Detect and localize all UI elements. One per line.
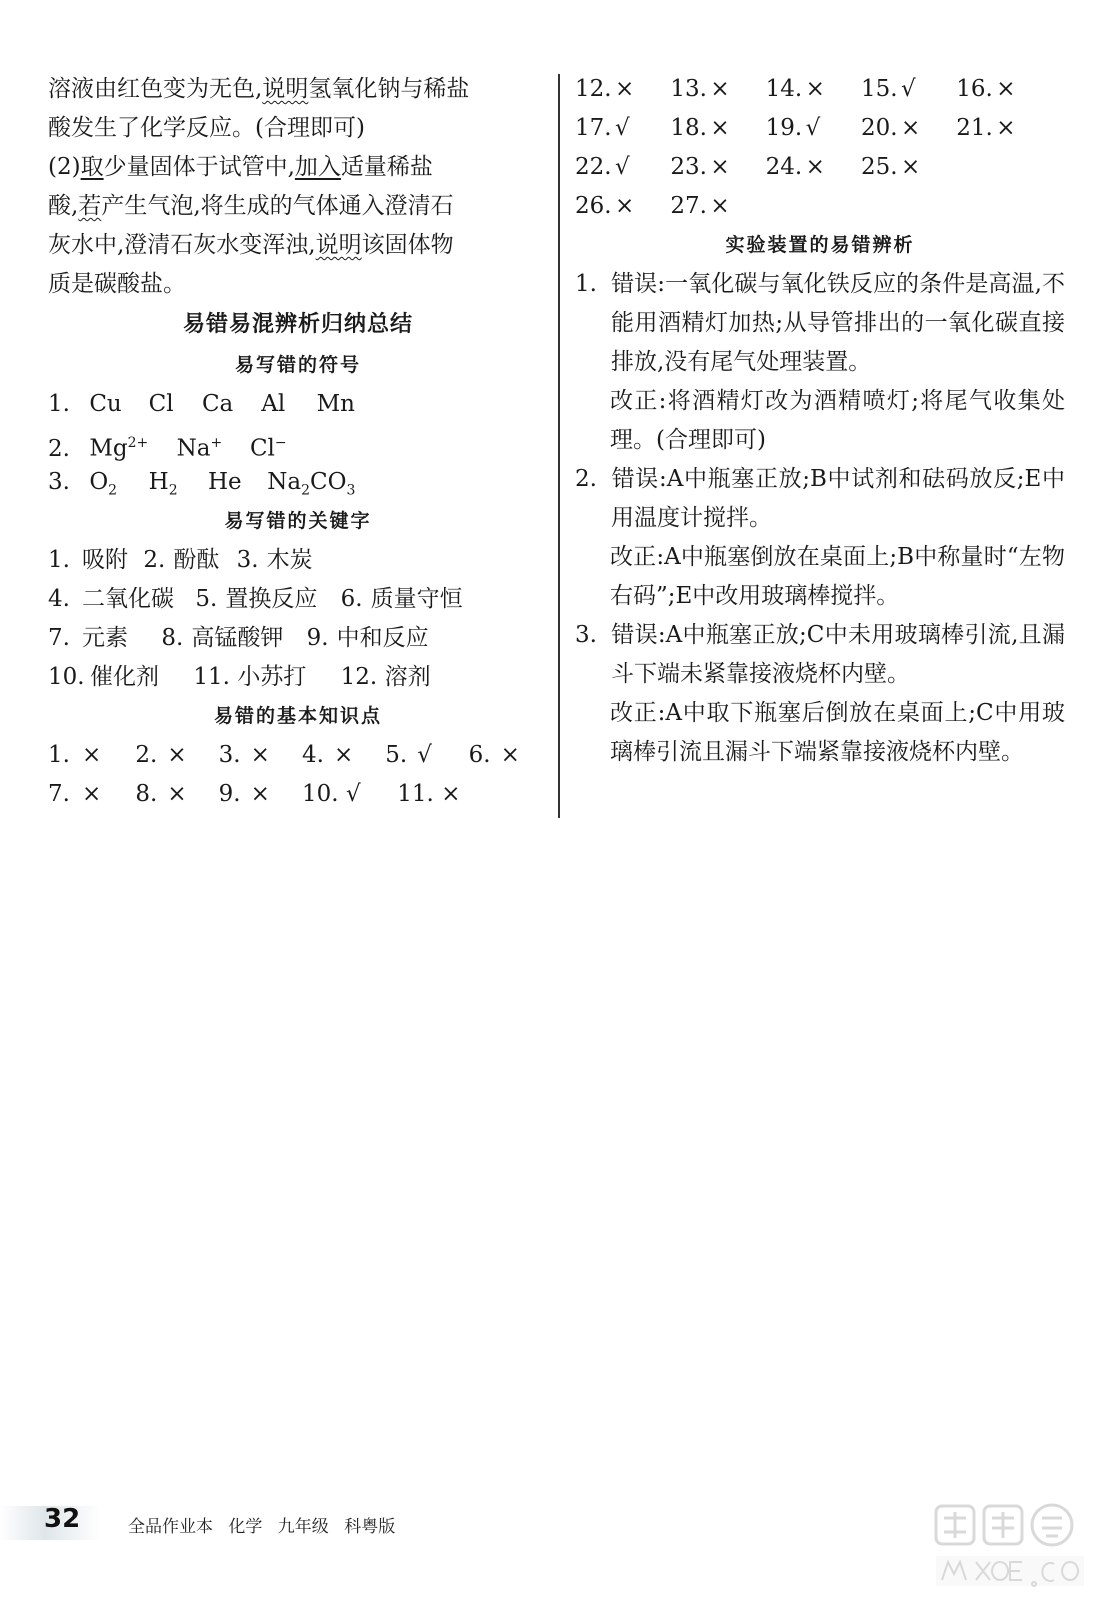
symbols-row-3 [48,463,548,502]
text-run: 溶液由红色变为无色, [48,76,263,102]
symbols-row-1 [48,385,548,424]
page-number: 32 [44,1504,81,1534]
answer-mark: × [710,193,730,219]
item-number: 9. [218,781,241,807]
item-number: 12. [340,664,378,690]
answer-mark: × [333,742,354,768]
answer-mark: × [805,76,825,102]
item-number: 16. [956,76,993,102]
answer-2-line-4 [48,265,548,304]
intro-line-1 [48,70,548,109]
keyword: 催化剂 [90,664,159,690]
item-number: 20. [860,115,898,141]
item-number: 4. [48,586,70,612]
item-number: 3. [236,547,259,573]
emphasis-underline: 取 [80,154,104,180]
apparatus-item-2-fix: 改正:A中瓶塞倒放在桌面上;B中称量时“左物右码”;E中改用玻璃棒搅拌。 [610,544,1065,609]
item-number: 1. [48,391,70,417]
item-number: 14. [765,76,803,102]
answer-mark: √ [417,742,432,768]
emphasis-wavy: 说明 [262,76,309,102]
item-number: 1. [48,547,70,573]
text-run: 灰水中,澄清石灰水变浑浊, [48,232,316,258]
basics-row-2 [48,775,548,814]
formula: $O_2$ [89,469,118,499]
answer-mark: √ [345,781,361,807]
formula: He [207,469,242,495]
item-number: 3. [575,622,597,648]
symbol: Mn [316,391,355,417]
item-number: 26. [575,193,612,219]
error-text: 错误:一氧化碳与氧化铁反应的条件是高温,不能用酒精灯加热;从导管排出的一氧化碳直接排放,没有尾气处理装置。 [611,271,1065,375]
item-number: 5. [195,586,218,612]
text-run: 酸发生了化学反应。(合理即可) [48,115,365,141]
emphasis-wavy: 若 [78,193,102,219]
answer-mark: × [900,115,921,141]
ion-symbol: Cl− [249,435,287,462]
item-number: 10. [301,781,339,807]
item-number: 19. [765,115,803,141]
keyword: 吸附 [82,547,128,573]
answer-mark: × [805,154,825,180]
keywords-row-3 [48,619,548,658]
item-number: 18. [670,115,707,141]
section-title-summary: 易错易混辨析归纳总结 [182,312,413,337]
book-info: 全品作业本 化学 九年级 科粤版 [128,1517,396,1537]
keyword: 质量守恒 [370,586,463,612]
tf-row-3 [575,148,1065,187]
page-footer [0,1500,600,1550]
answer-mark: × [710,154,730,180]
answer-mark: × [900,154,921,180]
item-number: 10. [48,664,85,690]
item-number: 11. [193,664,230,690]
item-number: 6. [468,742,491,768]
item-number: 3. [218,742,241,768]
keyword: 元素 [82,625,128,651]
answer-mark: × [996,115,1016,141]
keyword: 溶剂 [384,664,431,690]
item-number: 1. [48,742,70,768]
answer-mark: × [710,115,730,141]
item-number: 9. [306,625,329,651]
text-run: 氢氧化钠与稀盐 [308,76,470,102]
answer-mark: × [996,76,1016,102]
symbol: Al [261,391,286,417]
keyword: 二氧化碳 [82,586,174,612]
keyword: 小苏打 [237,664,307,690]
item-number: 24. [765,154,803,180]
answer-mark: × [500,742,520,768]
ion-symbol: $Mg^{2+}$ [89,435,149,462]
symbol: Cl [148,391,174,417]
tf-row-1 [575,70,1065,109]
answer-2-line-2 [48,187,548,226]
formula: $H_2$ [148,469,178,499]
item-number: 2. [575,466,597,492]
item-number: 27. [670,193,707,219]
answer-mark: × [167,781,187,807]
answer-mark: √ [615,115,630,141]
item-number: 6. [340,586,363,612]
keyword: 中和反应 [336,625,429,651]
answer-mark: × [82,781,102,807]
text-run: 少量固体于试管中, [103,154,295,180]
keywords-row-1 [48,541,548,580]
right-column [575,70,1065,772]
basics-row-1 [48,736,548,775]
text-run: 产生气泡,将生成的气体通入澄清石 [101,193,454,219]
item-number: 5. [385,742,408,768]
subsection-title-keywords: 易写错的关键字 [224,510,372,532]
symbol: Cu [89,391,122,417]
item-number: 3. [48,469,70,495]
symbol: Ca [201,391,234,417]
answer-mark: × [710,76,730,102]
ion-symbol: Na+ [176,435,223,462]
emphasis-wavy: 说明 [315,232,362,258]
error-text: 错误:A中瓶塞正放;B中试剂和砝码放反;E中用温度计搅拌。 [611,466,1065,531]
item-number: 2. [143,547,166,573]
keyword: 酚酞 [173,547,220,573]
item-number: 21. [956,115,993,141]
answer-mark: × [82,742,102,768]
apparatus-item-3-error [575,616,1065,694]
answer-mark: × [615,193,635,219]
item-number: 22. [575,154,612,180]
item-number: 13. [670,76,707,102]
subsection-title-symbols: 易写错的符号 [234,354,361,376]
item-number: 7. [48,625,70,651]
subsection-title-apparatus: 实验装置的易错辨析 [725,234,915,256]
item-number: 2. [135,742,158,768]
item-number: 2. [48,435,70,462]
left-column [48,70,548,814]
answer-2-line-1 [48,148,548,187]
item-number: 8. [135,781,158,807]
item-number: 11. [397,781,434,807]
text-run: 该固体物 [361,232,454,258]
keyword: 高锰酸钾 [191,625,284,651]
apparatus-item-2-error [575,460,1065,538]
item-number: 7. [48,781,70,807]
apparatus-item-1-error [575,265,1065,382]
item-number: 4. [301,742,324,768]
keywords-row-4 [48,658,548,697]
emphasis-underline: 加入 [294,154,341,180]
item-number: 15. [860,76,898,102]
answer-mark: × [250,742,270,768]
item-number: 8. [161,625,184,651]
answer-mark: × [250,781,270,807]
answer-mark: √ [900,76,916,102]
subsection-title-basics: 易错的基本知识点 [213,705,382,727]
keywords-row-2 [48,580,548,619]
answer-2-line-3 [48,226,548,265]
error-text: 错误:A中瓶塞正放;C中未用玻璃棒引流,且漏斗下端未紧靠接液烧杯内壁。 [611,622,1065,687]
answer-mark: × [167,742,187,768]
keyword: 置换反应 [225,586,318,612]
item-number: 23. [670,154,707,180]
item-number: 1. [575,271,597,297]
apparatus-item-3-fix: 改正:A中取下瓶塞后倒放在桌面上;C中用玻璃棒引流且漏斗下端紧靠接液烧杯内壁。 [610,700,1065,765]
text-run: 适量稀盐 [340,154,433,180]
item-number: 25. [860,154,898,180]
answer-mark: √ [615,154,630,180]
text-run: 质是碳酸盐。 [48,271,186,297]
symbols-row-2 [48,424,548,463]
answer-mark: × [615,76,635,102]
answer-mark: √ [805,115,821,141]
intro-line-2 [48,109,548,148]
text-run: 酸, [48,193,79,219]
formula: $Na_2CO_3$ [267,469,356,499]
watermark-logo [930,1500,1090,1592]
keyword: 木炭 [266,547,313,573]
tf-row-2 [575,109,1065,148]
item-number: 17. [575,115,612,141]
item-number: 12. [575,76,612,102]
tf-row-4 [575,187,1065,226]
text-run: (2) [48,154,81,180]
apparatus-item-1-fix: 改正:将酒精灯改为酒精喷灯;将尾气收集处理。(合理即可) [610,388,1065,453]
answer-mark: × [441,781,461,807]
column-divider [558,74,560,818]
